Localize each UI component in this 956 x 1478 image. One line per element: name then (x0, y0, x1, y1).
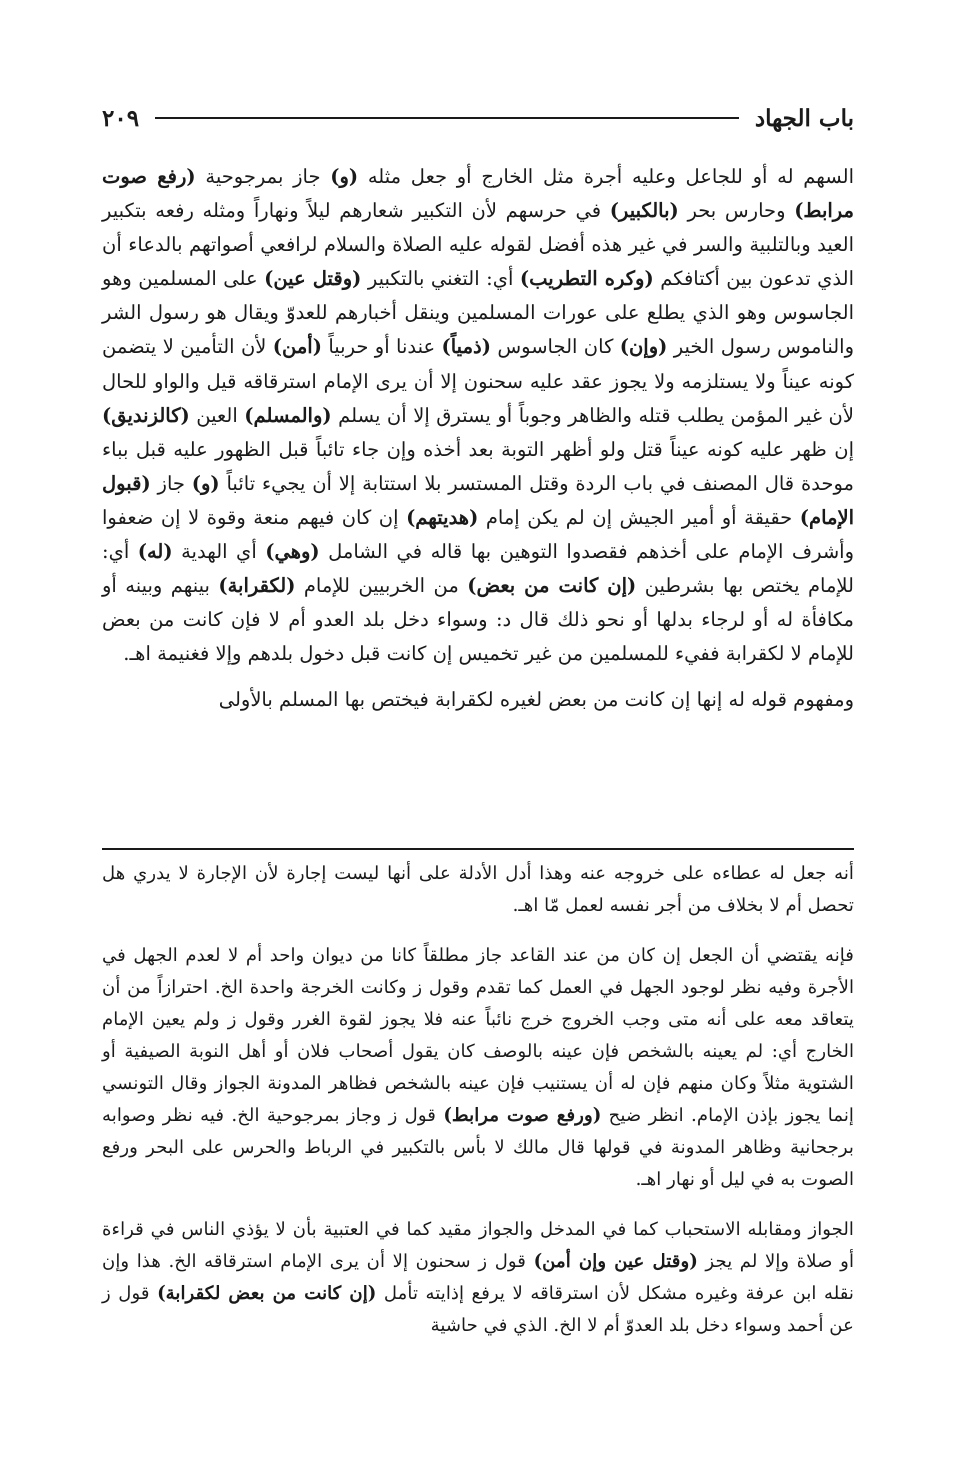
text-run: قول ز عن أحمد وسواء دخل بلد العدوّ أم لا الخ. الذي في حاشية (102, 1283, 854, 1336)
text-run: فإنه يقتضي أن الجعل إن كان من عند القاعد جاز مطلقاً كانا من ديوان واحد أم لا لعدم الجهل في الأجرة وفيه نظر لوجود الجهل في العمل كما تقدم وقول ز وكانت الخرجة واحدة الخ. احترازاً من أن يتعاقد معه على أنه متى وجب الخروج خرج نائباً عنه فلا يجوز لقوة الغرر وقول ز ولم يعين الإمام الخارج أي: لم يعينه بالشخص فإن عينه بالوصف كان يقول أصحاب فلان أو أهل النوبة الصيفية أو الشتوية مثلاً وكان منهم فإن له أن يستنيب فإن عينه بالشخص فظاهر المدونة الجواز وقال التونسي إنما يجوز بإذن الإمام. انظر ضيح (102, 945, 854, 1126)
text-run: عندنا أو حربياً (321, 335, 442, 359)
bold-term: (أمن) (272, 335, 322, 359)
text-run: قول ز وجاز بمرجوحية الخ. فيه نظر وصوابه برجحانية وظاهر المدونة في قولها قال مالك لا بأس بالتكبير في الرباط والحرس على البحر ورفع الصوت به في ليل أو نهار اهـ. (102, 1105, 854, 1190)
text-run: في حرسهم لأن التكبير شعارهم ليلاً ونهاراً ومثله رفعه بتكبير العيد وبالتلبية والسر في غير هذه أفضل لقوله عليه الصلاة والسلام لرافعي أصواتهم بالدعاء أن الذي تدعون بين أكتافكم (102, 199, 854, 291)
text-run: قول ز سحنون إلا أن يرى الإمام استرقاقه الخ. هذا وإن نقله ابن عرفة وغيره مشكل لأن استرقاقه لا يرفع إذايته تأمل (102, 1251, 854, 1304)
footnote-paragraph (102, 858, 854, 922)
main-text (102, 160, 854, 718)
text-run: وحارس بحر (678, 199, 795, 223)
text-run: أي: التغني بالتكبير (361, 267, 520, 291)
bold-term: (هديتهم) (406, 505, 479, 529)
text-run: حقيقة أو أمير الجيش إن لم يكن إمام (478, 505, 800, 529)
text-run: إن ظهر عليه كونه عيناً قتل ولو أظهر التوبة بعد أخذه وإن جاء تائباً قبل الظهور عليه قبل بباء موحدة قال المصنف في باب الردة وقتل المستسر بلا استتابة إلا أن يجيء تائباً (102, 437, 854, 495)
text-run: أي الهدية (172, 540, 266, 564)
text-run: كان الجاسوس (490, 335, 620, 359)
bold-term: (وهي) (265, 540, 320, 564)
bold-term: (إن كانت من بعض) (467, 574, 637, 598)
bold-term: (وقتل عين وإن أمن) (533, 1251, 698, 1272)
main-paragraph: ومفهوم قوله له إنها إن كانت من بعض لغيره لكقرابة فيختص بها المسلم بالأولى (218, 688, 854, 712)
bold-term: (وإن) (619, 335, 668, 359)
bold-term: (كالزنديق) (102, 403, 190, 427)
bold-term: (رفع صوت مرابط) (102, 165, 854, 223)
text-run: جاز بمرجوحية (195, 165, 331, 188)
running-head: باب الجهاد (754, 104, 854, 132)
text-run: أنه جعل له عطاءه على خروجه عنه وهذا أدل الأدلة على أنها ليست إجارة لأن الإجارة لا يدري هل تحصل أم لا بخلاف من أجر نفسه لعمل مّا اهـ. (102, 863, 854, 916)
bold-term: (بالكبير) (609, 199, 679, 223)
text-run: بينهم وبينه أو مكافأة له أو لرجاء بدلها أو نحو ذلك قال د: وسواء دخل بلد العدو أم لا فإن كانت من بعض للإمام لا لكقرابة ففيء للمسلمين من غير تخميس إن كانت قبل دخول بلدهم وإلا فغنيمة اهـ. (102, 574, 854, 666)
bold-term: (و) (330, 165, 359, 188)
text-run: على المسلمين وهو الجاسوس وهو الذي يطلع على عورات المسلمين وينقل أخبارهم للعدوّ ويقال هو رسول الشر والناموس رسول الخير (102, 267, 854, 359)
bold-term: (قبول الإمام) (102, 471, 854, 529)
bold-term: (لكقرابة) (218, 574, 296, 598)
footnote-separator (102, 848, 854, 850)
page-header (102, 98, 854, 138)
header-rule (155, 117, 739, 119)
bold-term: (ذمياً) (441, 335, 491, 359)
bold-term: (له) (137, 540, 173, 564)
bold-term: (ورفع صوت مرابط) (443, 1105, 602, 1126)
bold-term: (والمسلم) (244, 403, 332, 427)
bold-term: (وقتل عين) (264, 267, 362, 291)
text-run: الجواز ومقابله الاستحباب كما في المدخل والجواز مقيد كما في العتبية بأن لا يؤذي الناس في قراءة أو صلاة وإلا لم يجز (102, 1219, 854, 1272)
text-run: لأن التأمين لا يتضمن كونه عيناً ولا يستلزمه ولا يجوز عقد عليه سحنون إلا أن يرى الإمام استرقاقه قيل والواو للحال لأن غير المؤمن يطلب قتله والظاهر وجوباً أو يسترق إلا أن يسلم (102, 335, 854, 427)
footnote-paragraph (102, 1214, 854, 1342)
footnote-paragraph (102, 940, 854, 1196)
bold-term: (إن كانت من بعض لكقرابة) (157, 1283, 377, 1304)
text-run: جاز (150, 471, 192, 495)
text-run: السهم له أو للجاعل وعليه أجرة مثل الخارج أو جعل مثله (358, 165, 854, 188)
text-run: إن كان فيهم منعة وقوة لا إن ضعفوا وأشرف الإمام على أخذهم فقصدوا التوهين بها قاله في الشامل (102, 505, 855, 564)
text-run: من الخربيين للإمام (295, 574, 468, 598)
footnotes (102, 858, 854, 1342)
text-run: العين (189, 403, 245, 427)
text-run: أي: للإمام يختص بها بشرطين (102, 540, 854, 598)
main-paragraph (102, 160, 854, 671)
bold-term: (وكره التطريب) (519, 267, 654, 291)
bold-term: (و) (191, 471, 220, 495)
page-number: ٢٠٩ (102, 104, 140, 132)
